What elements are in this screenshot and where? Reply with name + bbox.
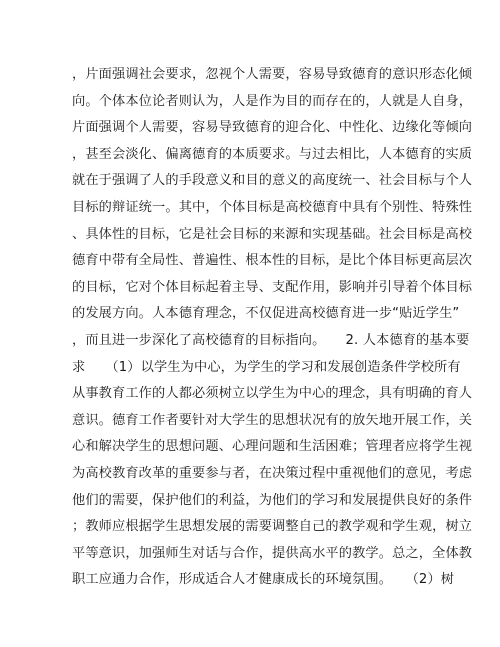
text-line: 职工应通力合作，形成适合人才健康成长的环境氛围。 （2）树 [72,572,455,588]
text-line: 的目标，它对个体目标起着主导、支配作用，影响并引导着个体目标 [72,279,473,295]
text-line: ，而且进一步深化了高校德育的目标指向。 2. 人本德育的基本要 [72,332,470,348]
body-text [72,62,473,594]
text-line: 德育中带有全局性、普遍性、根本性的目标，是比个体目标更高层次 [72,253,473,269]
text-line: 从事教育工作的人都必须树立以学生为中心的理念，具有明确的育人 [72,386,473,402]
text-line: ，片面强调社会要求，忽视个人需要，容易导致德育的意识形态化倾 [72,67,473,82]
text-line: 他们的需要，保护他们的利益，为他们的学习和发展提供良好的条件 [72,492,473,508]
text-line: ；教师应根据学生思想发展的需要调整自己的教学观和学生观，树立 [72,519,473,535]
text-line: 向。个体本位论者则认为，人是作为目的而存在的，人就是人自身， [72,93,473,109]
text-line: 为高校教育改革的重要参与者，在决策过程中重视他们的意见，考虑 [72,465,473,481]
text-line: 片面强调个人需要，容易导致德育的迎合化、中性化、边缘化等倾向 [72,120,473,136]
text-line: ，甚至会淡化、偏离德育的本质要求。与过去相比，人本德育的实质 [72,146,473,162]
text-line: 、具体性的目标，它是社会目标的来源和实现基础。社会目标是高校 [72,226,473,242]
text-line: 平等意识，加强师生对话与合作，提供高水平的教学。总之，全体教 [72,545,473,561]
text-line: 意识。德育工作者要针对大学生的思想状况有的放矢地开展工作，关 [72,412,473,428]
text-line: 求 （1）以学生为中心，为学生的学习和发展创造条件学校所有 [72,359,461,375]
text-line: 目标的辩证统一。其中，个体目标是高校德育中具有个别性、特殊性 [72,199,473,215]
text-line: 就在于强调了人的手段意义和目的意义的高度统一、社会目标与个人 [72,173,473,189]
text-line: 的发展方向。人本德育理念，不仅促进高校德育进一步“贴近学生” [72,306,460,322]
text-line: 心和解决学生的思想问题、心理问题和生活困难；管理者应将学生视 [72,439,473,455]
